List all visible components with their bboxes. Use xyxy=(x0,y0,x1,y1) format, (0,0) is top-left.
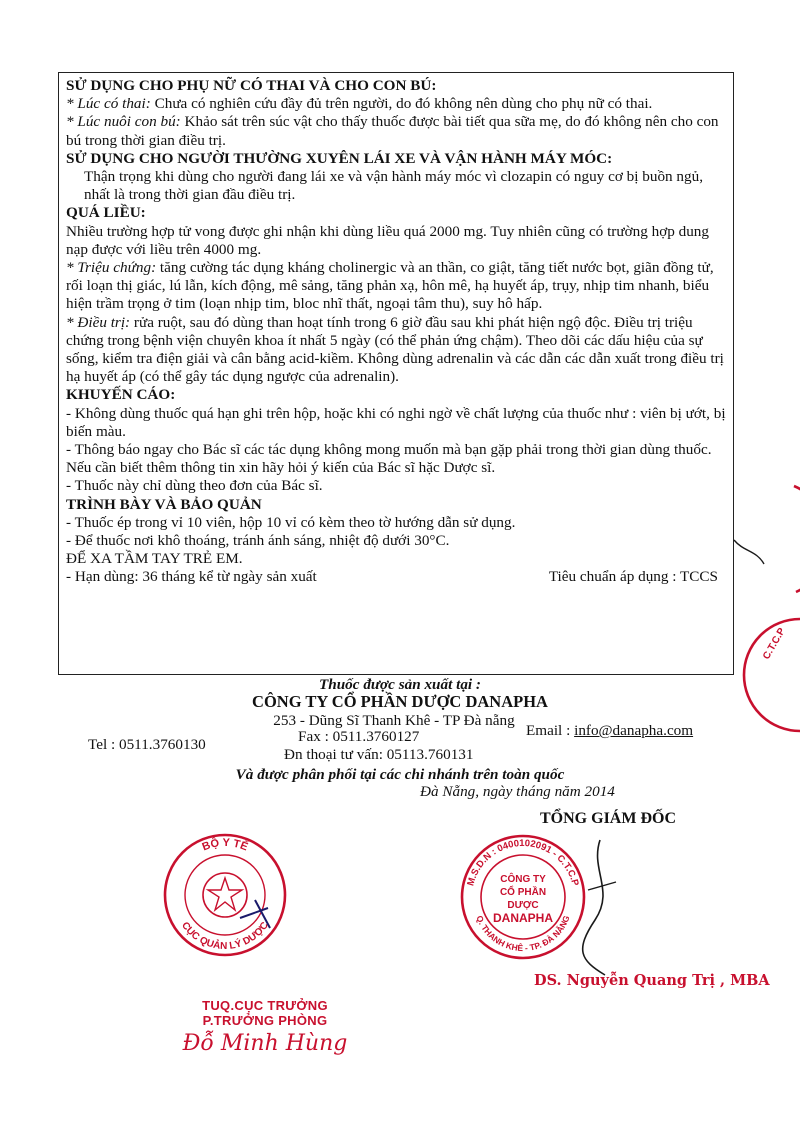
stamp-line-4: DANAPHA xyxy=(493,911,553,925)
ministry-stamp-top: BỘ Y TẾ xyxy=(200,836,250,854)
ministry-line-2: P.TRƯỞNG PHÒNG xyxy=(202,1013,328,1028)
leaflet-content xyxy=(66,77,730,587)
ministry-line-1: TUQ.CỤC TRƯỞNG xyxy=(202,998,328,1013)
ministry-star-icon xyxy=(208,878,242,910)
pregnancy-heading: SỬ DỤNG CHO PHỤ NỮ CÓ THAI VÀ CHO CON BÚ: xyxy=(66,77,437,94)
treatment-text: rửa ruột, sau đó dùng than hoạt tính trong 6 giờ đầu sau khi phát hiện ngộ độc. Điều trị triệu chứng trong bệnh viện chuyên khoa ít nhất 5 ngày (có thể phản ứng chậm). Theo dõi các dấu hiệu của sự sống, kiểm tra điện giải và cân bằng acid-kiềm. Không dùng adrenalin và các dẫn các dẫn xuất trong điều trị hạ huyết áp (có thể gây tác dụng ngược của adrenalin). xyxy=(66,313,724,386)
treatment-paragraph xyxy=(66,314,730,387)
driving-heading: SỬ DỤNG CHO NGƯỜI THƯỜNG XUYÊN LÁI XE VÀ VẬN HÀNH MÁY MÓC: xyxy=(66,149,613,167)
box-divider xyxy=(58,674,734,675)
stamp-line-1: CÔNG TY xyxy=(500,874,546,885)
stamp-line-2: CỔ PHẦN xyxy=(499,887,547,898)
upper-side-stamp-fragment xyxy=(724,480,800,600)
symptoms-paragraph xyxy=(66,259,730,314)
side-stamp-text: C.T.C.P xyxy=(761,626,788,662)
pregnancy-paragraph xyxy=(66,95,730,113)
ministry-outer-ring xyxy=(165,835,285,955)
warning-item-3: - Thuốc này chỉ dùng theo đơn của Bác sĩ. xyxy=(66,477,323,495)
nursing-paragraph xyxy=(66,113,730,149)
company-fax: Fax : 0511.3760127 xyxy=(298,728,420,745)
storage-heading: TRÌNH BÀY VÀ BẢO QUẢN xyxy=(66,495,262,513)
treatment-label: * Điều trị: xyxy=(66,313,131,331)
driving-text: Thận trọng khi dùng cho người đang lái xe và vận hành máy móc vì clozapin có nguy cơ bị buồn ngủ, nhất là trong thời gian đầu điều trị. xyxy=(84,168,704,204)
ministry-stamp-bottom: CỤC QUẢN LÝ DƯỢC xyxy=(179,920,271,953)
company-email-row xyxy=(526,722,693,740)
pregnant-text: Chưa có nghiên cứu đầy đủ trên người, do đó không nên dùng cho phụ nữ có thai. xyxy=(150,95,653,113)
ministry-signature-block xyxy=(180,998,350,1056)
overdose-text: Nhiều trường hợp tử vong được ghi nhận khi dùng liều quá 2000 mg. Tuy nhiên cũng có trường hợp dung nạp được với liều trên 4000 mg. xyxy=(66,222,709,258)
storage-item-1: - Thuốc ép trong vỉ 10 viên, hộp 10 vỉ có kèm theo tờ hướng dẫn sử dụng. xyxy=(66,513,516,531)
shelf-life-row xyxy=(66,568,730,586)
company-tel: Tel : 0511.3760130 xyxy=(88,736,206,753)
company-hotline: Đn thoại tư vấn: 05113.760131 xyxy=(284,746,474,763)
symptoms-label: * Triệu chứng: xyxy=(66,259,157,277)
made-at: Thuốc được sản xuất tại : xyxy=(319,676,481,693)
warning-item-2: - Thông báo ngay cho Bác sĩ các tác dụng không mong muốn mà bạn gặp phải trong thời gian dùng thuốc. Nếu cần biết thêm thông tin xin hãy hỏi ý kiến của Bác sĩ hặc Dược sĩ. xyxy=(66,441,712,477)
stamp-ring-top-text: M.S.D.N : 0400102091 - C.T.C.P xyxy=(465,837,581,888)
email-label: Email : xyxy=(526,722,575,739)
storage-item-2: - Để thuốc nơi khô thoáng, tránh ánh sáng, nhiệt độ dưới 30°C. xyxy=(66,532,450,550)
shelf-life: - Hạn dùng: 36 tháng kể từ ngày sản xuất xyxy=(66,568,317,586)
director-signature-mark xyxy=(560,830,650,980)
pregnant-label: * Lúc có thai: xyxy=(66,95,151,113)
storage-item-3: ĐỂ XA TẦM TAY TRẺ EM. xyxy=(66,550,243,568)
symptoms-text: tăng cường tác dụng kháng cholinergic và an thần, co giật, tăng tiết nước bọt, giãn đồng tử, rối loạn thị giác, lú lẫn, kích động, mê sảng, tăng phản xạ, hôn mê, hạ huyết áp, trụy, nhịp tim nhanh, biểu hiện trầm trọng ở tim (loạn nhịp tim, bloc nhĩ thất, ngoại tâm thu), suy hô hấp. xyxy=(66,259,714,313)
email-link[interactable]: info@danapha.com xyxy=(574,722,694,739)
stamp-line-3: DƯỢC xyxy=(507,900,539,911)
company-address: 253 - Dũng Sĩ Thanh Khê - TP Đà nẵng xyxy=(273,712,515,729)
ministry-signer-name: Đỗ Minh Hùng xyxy=(182,1031,348,1056)
director-title: TỔNG GIÁM ĐỐC xyxy=(540,810,676,827)
overdose-heading: QUÁ LIỀU: xyxy=(66,204,146,222)
director-name: DS. Nguyễn Quang Trị , MBA xyxy=(534,972,770,989)
warning-item-1: - Không dùng thuốc quá hạn ghi trên hộp, hoặc khi có nghi ngờ về chất lượng của thuốc như : viên bị ướt, bị biến màu. xyxy=(66,404,726,440)
company-name: CÔNG TY CỔ PHẦN DƯỢC DANAPHA xyxy=(252,692,548,711)
warnings-heading: KHUYẾN CÁO: xyxy=(66,386,176,404)
distribution-note: Và được phân phối tại các chi nhánh trên toàn quốc xyxy=(235,766,565,783)
ministry-inner-ring xyxy=(185,855,265,935)
nursing-text: Khảo sát trên súc vật cho thấy thuốc được bài tiết qua sữa mẹ, do đó không nên cho con bú trong thời gian điều trị. xyxy=(66,113,719,149)
signing-date: Đà Nẵng, ngày tháng năm 2014 xyxy=(420,783,615,800)
side-stamp xyxy=(738,610,800,740)
ministry-stamp xyxy=(160,830,290,960)
standard: Tiêu chuẩn áp dụng : TCCS xyxy=(548,568,718,586)
nursing-label: * Lúc nuôi con bú: xyxy=(66,113,181,131)
stamp-ring-bottom-text: Q. THANH KHÊ - TP. ĐÀ NẴNG xyxy=(474,914,572,954)
